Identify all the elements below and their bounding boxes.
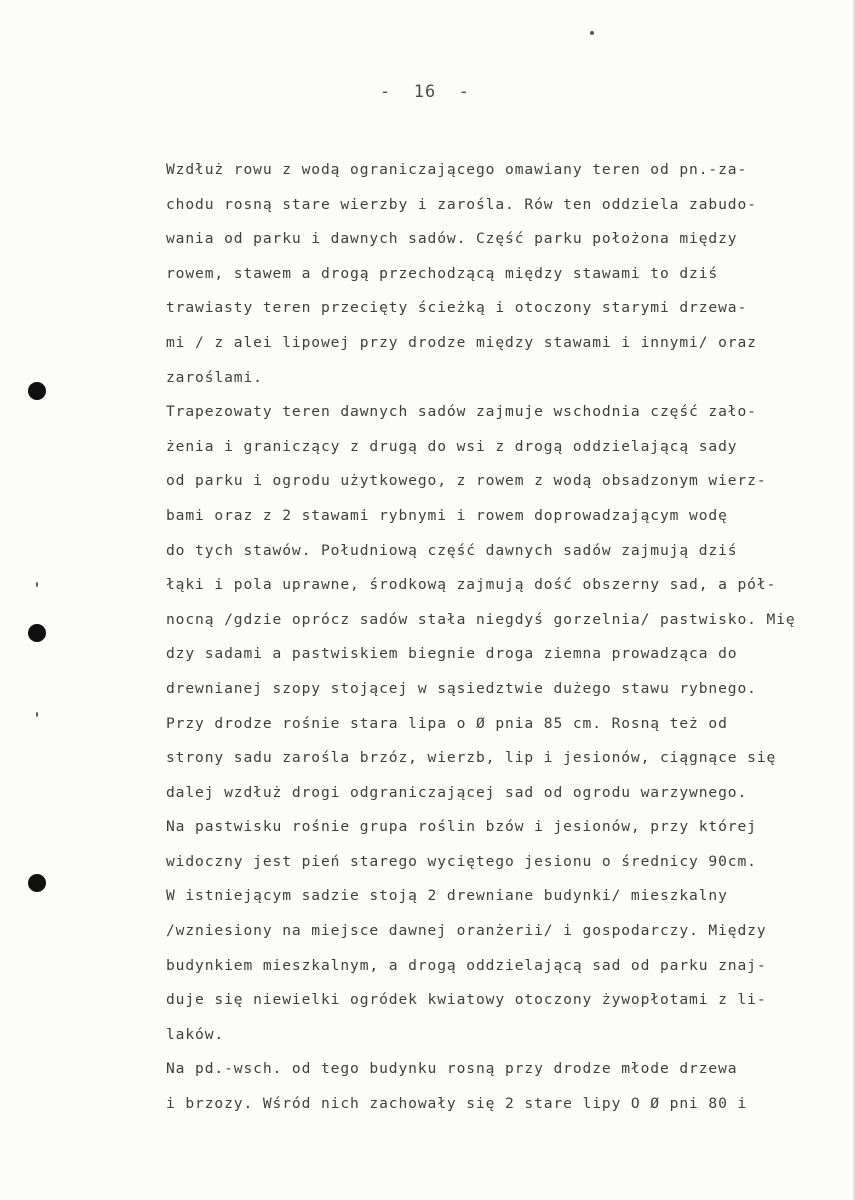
text-line: Przy drodze rośnie stara lipa o Ø pnia 85 cm. Rosną też od: [166, 714, 728, 732]
text-line: widoczny jest pień starego wyciętego jesionu o średnicy 90cm.: [166, 852, 757, 870]
text-line: trawiasty teren przecięty ścieżką i otoczony starymi drzewa-: [166, 299, 748, 317]
text-line: wania od parku i dawnych sadów. Część parku położona między: [166, 230, 738, 248]
text-line: rowem, stawem a drogą przechodzącą między stawami to dziś: [166, 264, 719, 282]
binder-hole-icon: [28, 874, 46, 892]
text-line: Na pd.-wsch. od tego budynku rosną przy drodze młode drzewa: [166, 1060, 738, 1078]
text-line: mi / z alei lipowej przy drodze między stawami i innymi/ oraz: [166, 333, 757, 351]
text-line: /wzniesiony na miejsce dawnej oranżerii/ i gospodarczy. Między: [166, 922, 767, 940]
text-line: i brzozy. Wśród nich zachowały się 2 stare lipy O Ø pni 80 i: [166, 1095, 748, 1113]
binder-hole-icon: [28, 624, 46, 642]
text-line: drewnianej szopy stojącej w sąsiedztwie dużego stawu rybnego.: [166, 679, 757, 697]
text-line: strony sadu zarośla brzóz, wierzb, lip i jesionów, ciągnące się: [166, 749, 777, 767]
text-line: duje się niewielki ogródek kwiatowy otoczony żywopłotami z li-: [166, 991, 767, 1009]
text-line: żenia i graniczący z drugą do wsi z drogą oddzielającą sady: [166, 437, 738, 455]
text-line: nocną /gdzie oprócz sadów stała niegdyś gorzelnia/ pastwisko. Mię: [166, 610, 796, 628]
text-line: zaroślami.: [166, 368, 263, 386]
text-line: bami oraz z 2 stawami rybnymi i rowem doprowadzającym wodę: [166, 506, 728, 524]
speck: [36, 582, 38, 587]
speck: [590, 31, 594, 35]
page-number: - 16 -: [380, 82, 470, 102]
text-line: do tych stawów. Południową część dawnych sadów zajmują dziś: [166, 541, 738, 559]
text-line: dalej wzdłuż drogi odgraniczającej sad od ogrodu warzywnego.: [166, 783, 748, 801]
text-line: Na pastwisku rośnie grupa roślin bzów i jesionów, przy której: [166, 818, 757, 836]
text-line: laków.: [166, 1025, 225, 1043]
text-line: od parku i ogrodu użytkowego, z rowem z wodą obsadzonym wierz-: [166, 472, 767, 490]
body-text: [166, 153, 826, 1122]
text-line: Wzdłuż rowu z wodą ograniczającego omawiany teren od pn.-za-: [166, 161, 748, 178]
text-line: chodu rosną stare wierzby i zarośla. Rów ten oddziela zabudo-: [166, 195, 757, 213]
text-line: Trapezowaty teren dawnych sadów zajmuje wschodnia część zało-: [166, 403, 757, 421]
speck: [36, 712, 38, 717]
text-line: dzy sadami a pastwiskiem biegnie droga ziemna prowadząca do: [166, 645, 738, 663]
binder-hole-icon: [28, 382, 46, 400]
text-line: budynkiem mieszkalnym, a drogą oddzielającą sad od parku znaj-: [166, 956, 767, 974]
text-line: W istniejącym sadzie stoją 2 drewniane budynki/ mieszkalny: [166, 887, 728, 905]
text-line: łąki i pola uprawne, środkową zajmują dość obszerny sad, a pół-: [166, 576, 777, 594]
